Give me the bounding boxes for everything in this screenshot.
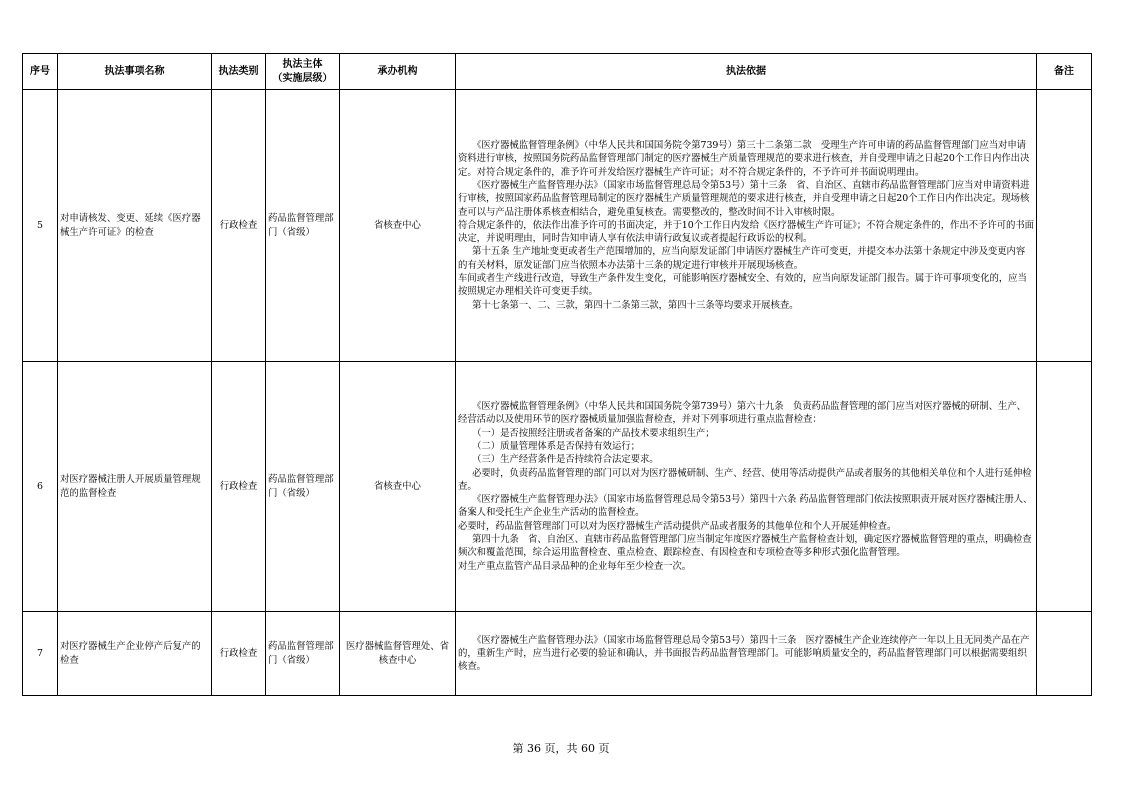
basis-line: 符合规定条件的，依法作出准予许可的书面决定，并于10个工作日内发给《医疗器械生产许可证》；不符合规定条件的，作出不予许可的书面决定，并说明理由，同时告知申请人享有依法申请行政复议或者提起行政诉讼的权利。 — [458, 219, 1034, 245]
basis-line: 《医疗器械生产监督管理办法》（国家市场监督管理总局令第53号）第十三条 省、自治区、直辖市药品监督管理部门应当对申请资料进行审核，按照国家药品监督管理局制定的医疗器械生产质量管理规范的要求进行核查，并自受理申请之日起20个工作日内作出决定。现场核查可以与产品注册体系核查相结合，避免重复核查。需要整改的，整改时间不计入审核时限。 — [458, 179, 1030, 218]
row-subject: 药品监督管理部门（省级） — [266, 362, 340, 612]
header-subject — [266, 54, 340, 90]
basis-line: （三）生产经营条件是否持续符合法定要求。 — [472, 454, 659, 466]
header-row — [23, 54, 1092, 90]
row-remark — [1037, 90, 1092, 362]
header-item-name: 执法事项名称 — [58, 54, 212, 90]
header-category: 执法类别 — [212, 54, 266, 90]
table-row — [23, 362, 1092, 612]
row-seq: 7 — [23, 612, 58, 696]
basis-line: 《医疗器械生产监督管理办法》（国家市场监督管理总局令第53号）第四十六条 药品监督管理部门依法按照职责开展对医疗器械注册人、备案人和受托生产企业生产活动的监督检查。 — [458, 494, 1033, 519]
enforcement-table — [22, 53, 1092, 696]
table-row — [23, 90, 1092, 362]
basis-line: （二）质量管理体系是否保持有效运行； — [472, 440, 640, 452]
row-remark — [1037, 612, 1092, 696]
table-row — [23, 612, 1092, 696]
basis-line: 第十五条 生产地址变更或者生产范围增加的，应当向原发证部门申请医疗器械生产许可变更，并提交本办法第十条规定中涉及变更内容的有关材料，原发证部门应当依照本办法第十三条的规定进行审核并开展现场核查。 — [458, 246, 1026, 271]
header-subject-line1: 执法主体 — [282, 58, 323, 70]
basis-line: 对生产重点监管产品目录品种的企业每年至少检查一次。 — [458, 560, 692, 572]
row-remark — [1037, 362, 1092, 612]
row-seq: 5 — [23, 90, 58, 362]
header-remark: 备注 — [1037, 54, 1092, 90]
row-category: 行政检查 — [212, 362, 266, 612]
row-seq: 6 — [23, 362, 58, 612]
row-basis — [456, 362, 1037, 612]
row-basis — [456, 90, 1037, 362]
header-basis: 执法依据 — [456, 54, 1037, 90]
agency-line: 省核查中心 — [374, 480, 421, 492]
basis-line: 《医疗器械监督管理条例》（中华人民共和国国务院令第739号）第三十二条第二款 受理生产许可申请的药品监督管理部门应当对申请资料进行审核，按照国务院药品监督管理部门制定的医疗器械生产质量管理规范的要求进行核查，并自受理申请之日起20个工作日内作出决定。对符合规定条件的，准予许可并发给医疗器械生产许可证；对不符合规定条件的，不予许可并书面说明理由。 — [458, 140, 1030, 178]
agency-line: 医疗器械监督管理处、省 — [345, 641, 450, 653]
basis-line: 《医疗器械生产监督管理办法》（国家市场监督管理总局令第53号）第四十三条 医疗器械生产企业连续停产一年以上且无同类产品在产的，重新生产时，应当进行必要的验证和确认，并书面报告药品监督管理部门。可能影响质量安全的，药品监督管理部门可以根据需要组织核查。 — [458, 634, 1030, 673]
agency-line: 核查中心 — [378, 654, 417, 666]
basis-line: 第四十九条 省、自治区、直辖市药品监督管理部门应当制定年度医疗器械生产监督检查计划，确定医疗器械监督管理的重点，明确检查频次和覆盖范围，综合运用监督检查、重点检查、跟踪检查、有因检查和专项检查等多种形式强化监督管理。 — [458, 534, 1032, 559]
row-item-name: 对申请核发、变更、延续《医疗器械生产许可证》的检查 — [58, 90, 212, 362]
header-subject-line2: （实施层级） — [272, 72, 333, 84]
row-basis — [456, 612, 1037, 696]
basis-line: 车间或者生产线进行改造，导致生产条件发生变化，可能影响医疗器械安全、有效的，应当向原发证部门报告。属于许可事项变化的，应当按照规定办理相关许可变更手续。 — [458, 273, 1027, 298]
row-category: 行政检查 — [212, 612, 266, 696]
row-agency — [340, 612, 456, 696]
page-footer: 第 36 页，共 60 页 — [512, 742, 610, 755]
row-agency — [340, 90, 456, 362]
header-seq: 序号 — [23, 54, 58, 90]
row-item-name: 对医疗器械注册人开展质量管理规范的监督检查 — [58, 362, 212, 612]
agency-line: 省核查中心 — [374, 219, 421, 231]
row-subject: 药品监督管理部门（省级） — [266, 612, 340, 696]
header-agency: 承办机构 — [340, 54, 456, 90]
basis-line: （一）是否按照经注册或者备案的产品技术要求组织生产； — [472, 427, 715, 439]
basis-line: 必要时，负责药品监督管理的部门可以对为医疗器械研制、生产、经营、使用等活动提供产品或者服务的其他相关单位和个人进行延伸检查。 — [458, 467, 1032, 492]
row-subject: 药品监督管理部门（省级） — [266, 90, 340, 362]
basis-line: 必要时，药品监督管理部门可以对为医疗器械生产活动提供产品或者服务的其他单位和个人开展延伸检查。 — [458, 520, 897, 532]
row-item-name: 对医疗器械生产企业停产后复产的检查 — [58, 612, 212, 696]
row-category: 行政检查 — [212, 90, 266, 362]
basis-line: 第十七条第一、二、三款，第四十二条第三款，第四十三条等均要求开展核查。 — [472, 299, 799, 311]
row-agency — [340, 362, 456, 612]
basis-line: 《医疗器械监督管理条例》（中华人民共和国国务院令第739号）第六十九条 负责药品监督管理的部门应当对医疗器械的研制、生产、经营活动以及使用环节的医疗器械质量加强监督检查，并对下列事项进行重点监督检查： — [458, 401, 1026, 426]
